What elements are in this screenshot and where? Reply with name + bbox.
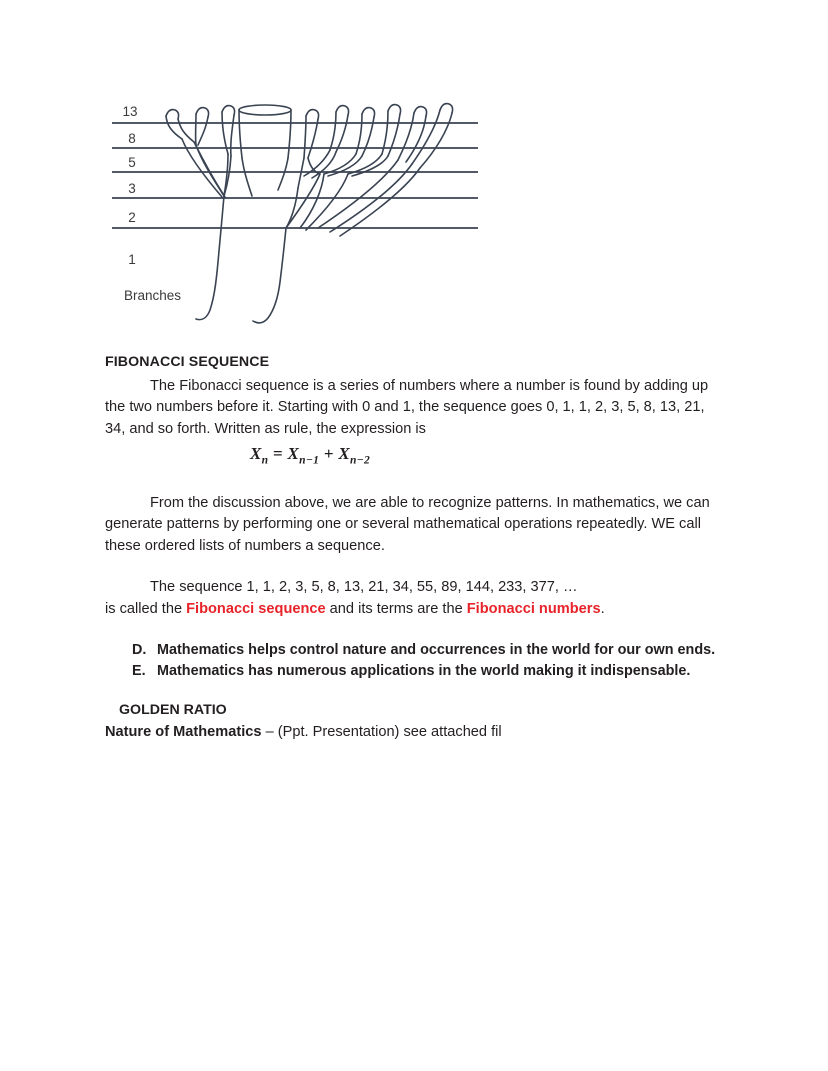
nature-of-mathematics-line: [105, 722, 725, 744]
called-suffix: .: [600, 600, 605, 617]
spacer: [105, 620, 725, 640]
term-fibonacci-numbers: Fibonacci numbers: [466, 600, 601, 617]
formula-term1-sub: n−1: [299, 453, 320, 467]
spacer: [105, 471, 725, 493]
figure-level-lines: [112, 123, 478, 228]
formula-lhs-base: X: [249, 444, 262, 463]
fibonacci-tree-branching-diagram: [110, 92, 500, 332]
sequence-block: [105, 577, 725, 620]
figure-level-label-5: 5: [128, 155, 136, 170]
figure-level-label-13: 13: [122, 104, 138, 119]
lettered-list: [105, 640, 725, 682]
figure-axis-caption: Branches: [124, 288, 182, 303]
spacer: [105, 682, 725, 700]
term-fibonacci-sequence: Fibonacci sequence: [186, 600, 326, 617]
paragraph-fibonacci-definition: The Fibonacci sequence is a series of numbers where a number is found by adding up the two numbers before it. Starting with 0 and 1, the sequence goes 0, 1, 1, 2, 3, 5, 8, 13, 21, 34, and so forth. Written as rule, the expression is: [105, 377, 709, 437]
list-item-marker: E.: [132, 663, 146, 680]
called-middle: and its terms are the: [325, 600, 467, 617]
heading-fibonacci-sequence: FIBONACCI SEQUENCE: [105, 354, 270, 370]
spacer: [105, 557, 725, 577]
formula-term1-base: X: [287, 444, 300, 463]
sequence-list-line: The sequence 1, 1, 2, 3, 5, 8, 13, 21, 34, 55, 89, 144, 233, 377, …: [150, 579, 578, 596]
figure-level-label-1: 1: [128, 252, 136, 267]
nature-of-mathematics-rest: – (Ppt. Presentation) see attached fil: [261, 723, 502, 740]
figure-level-label-8: 8: [128, 131, 136, 146]
heading-golden-ratio: GOLDEN RATIO: [119, 702, 227, 719]
list-item-label: Mathematics helps control nature and occurrences in the world for our own ends.: [157, 642, 716, 659]
figure-level-label-3: 3: [128, 181, 136, 196]
formula-term2-sub: n−2: [349, 453, 371, 467]
list-item-label: Mathematics has numerous applications in the world making it indispensable.: [157, 663, 691, 680]
figure-level-labels: [122, 104, 137, 267]
paragraph-patterns: From the discussion above, we are able to recognize patterns. In mathematics, we can generate patterns by performing one or several mathematical operations repeatedly. WE call these ordered lists of numbers a sequence.: [105, 494, 710, 554]
figure-level-label-2: 2: [128, 210, 136, 225]
list-item: [105, 640, 725, 661]
nature-of-mathematics-bold: Nature of Mathematics: [105, 723, 262, 740]
figure-branch-network: [166, 104, 453, 323]
formula-term2-base: X: [338, 444, 350, 463]
formula-lhs-sub: n: [261, 453, 269, 467]
fibonacci-formula: [105, 443, 725, 471]
formula-equals: =: [272, 444, 283, 463]
formula-plus: +: [323, 444, 334, 463]
called-prefix: is called the: [105, 600, 187, 617]
list-item-marker: D.: [132, 642, 147, 659]
document-body: [105, 352, 725, 743]
list-item: [105, 661, 725, 682]
sequence-naming-line: [105, 599, 725, 621]
